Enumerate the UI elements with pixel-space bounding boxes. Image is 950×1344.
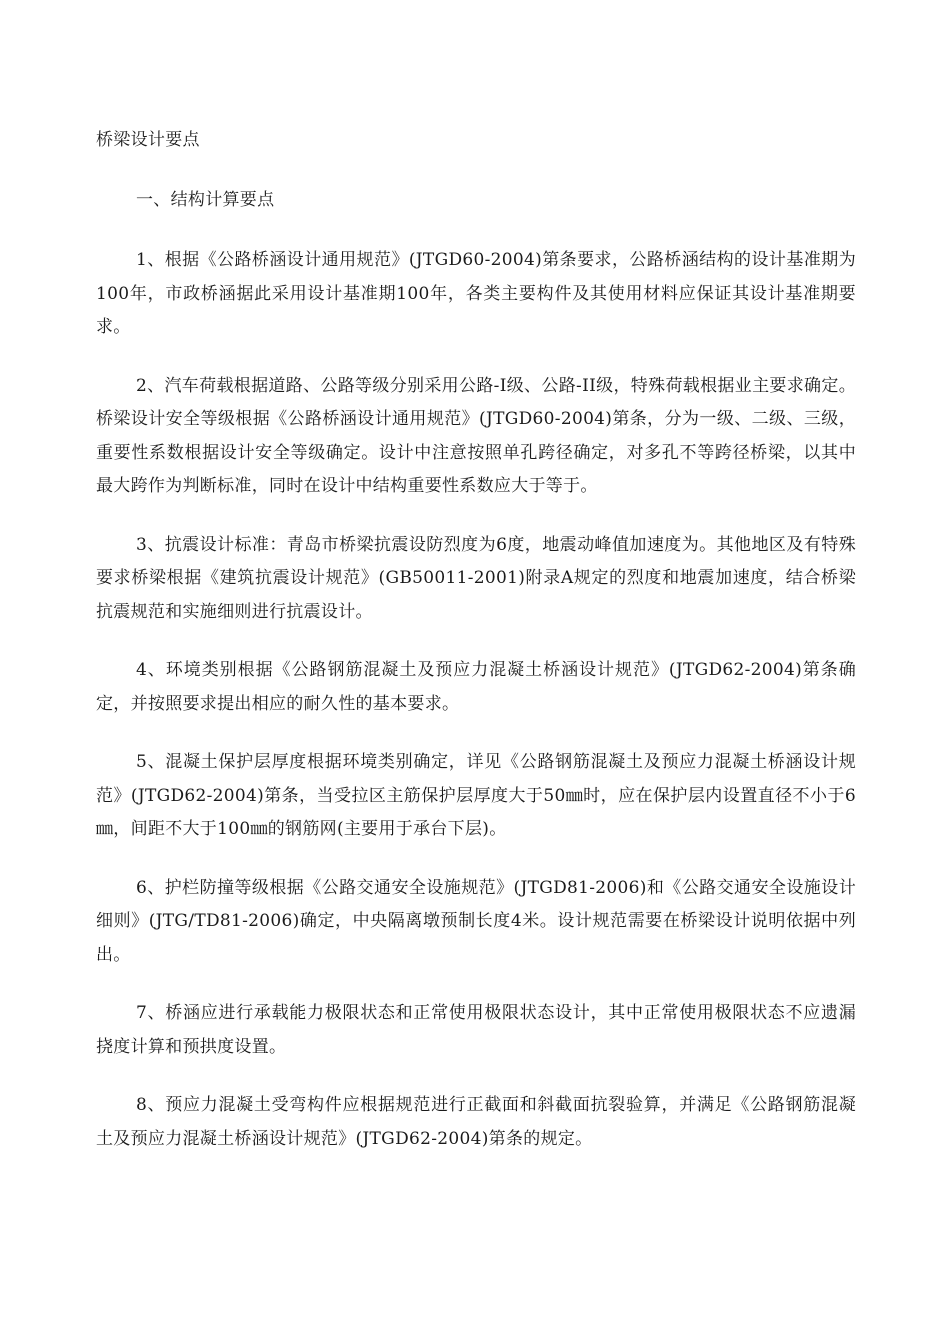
paragraph-5: 5、混凝土保护层厚度根据环境类别确定，详见《公路钢筋混凝土及预应力混凝土桥涵设计规范》(JTGD62-2004)第条，当受拉区主筋保护层厚度大于50㎜时，应在保护层内设置直径不小于6㎜，间距不大于100㎜的钢筋网(主要用于承台下层)。 (96, 752, 856, 839)
paragraph-4: 4、环境类别根据《公路钢筋混凝土及预应力混凝土桥涵设计规范》(JTGD62-2004)第条确定，并按照要求提出相应的耐久性的基本要求。 (96, 660, 856, 714)
paragraph-3: 3、抗震设计标准：青岛市桥梁抗震设防烈度为6度，地震动峰值加速度为。其他地区及有特殊要求桥梁根据《建筑抗震设计规范》(GB50011-2001)附录A规定的烈度和地震加速度，结合桥梁抗震规范和实施细则进行抗震设计。 (96, 534, 856, 622)
document-body (96, 126, 856, 1181)
paragraph-7: 7、桥涵应进行承载能力极限状态和正常使用极限状态设计，其中正常使用极限状态不应遗漏挠度计算和预拱度设置。 (96, 1003, 856, 1057)
section-heading: 一、结构计算要点 (136, 190, 275, 210)
document-title: 桥梁设计要点 (96, 130, 200, 150)
paragraph-2: 2、汽车荷载根据道路、公路等级分别采用公路-I级、公路-II级，特殊荷载根据业主要求确定。桥梁设计安全等级根据《公路桥涵设计通用规范》(JTGD60-2004)第条，分为一级、二级、三级，重要性系数根据设计安全等级确定。设计中注意按照单孔跨径确定，对多孔不等跨径桥梁，以其中最大跨作为判断标准，同时在设计中结构重要性系数应大于等于。 (96, 375, 856, 496)
paragraph-8: 8、预应力混凝土受弯构件应根据规范进行正截面和斜截面抗裂验算，并满足《公路钢筋混凝土及预应力混凝土桥涵设计规范》(JTGD62-2004)第条的规定。 (96, 1095, 856, 1149)
paragraph-6: 6、护栏防撞等级根据《公路交通安全设施规范》(JTGD81-2006)和《公路交通安全设施设计细则》(JTG/TD81-2006)确定，中央隔离墩预制长度4米。设计规范需要在桥梁设计说明依据中列出。 (96, 877, 856, 965)
paragraph-1: 1、根据《公路桥涵设计通用规范》(JTGD60-2004)第条要求，公路桥涵结构的设计基准期为100年，市政桥涵据此采用设计基准期100年，各类主要构件及其使用材料应保证其设计基准期要求。 (96, 250, 856, 337)
